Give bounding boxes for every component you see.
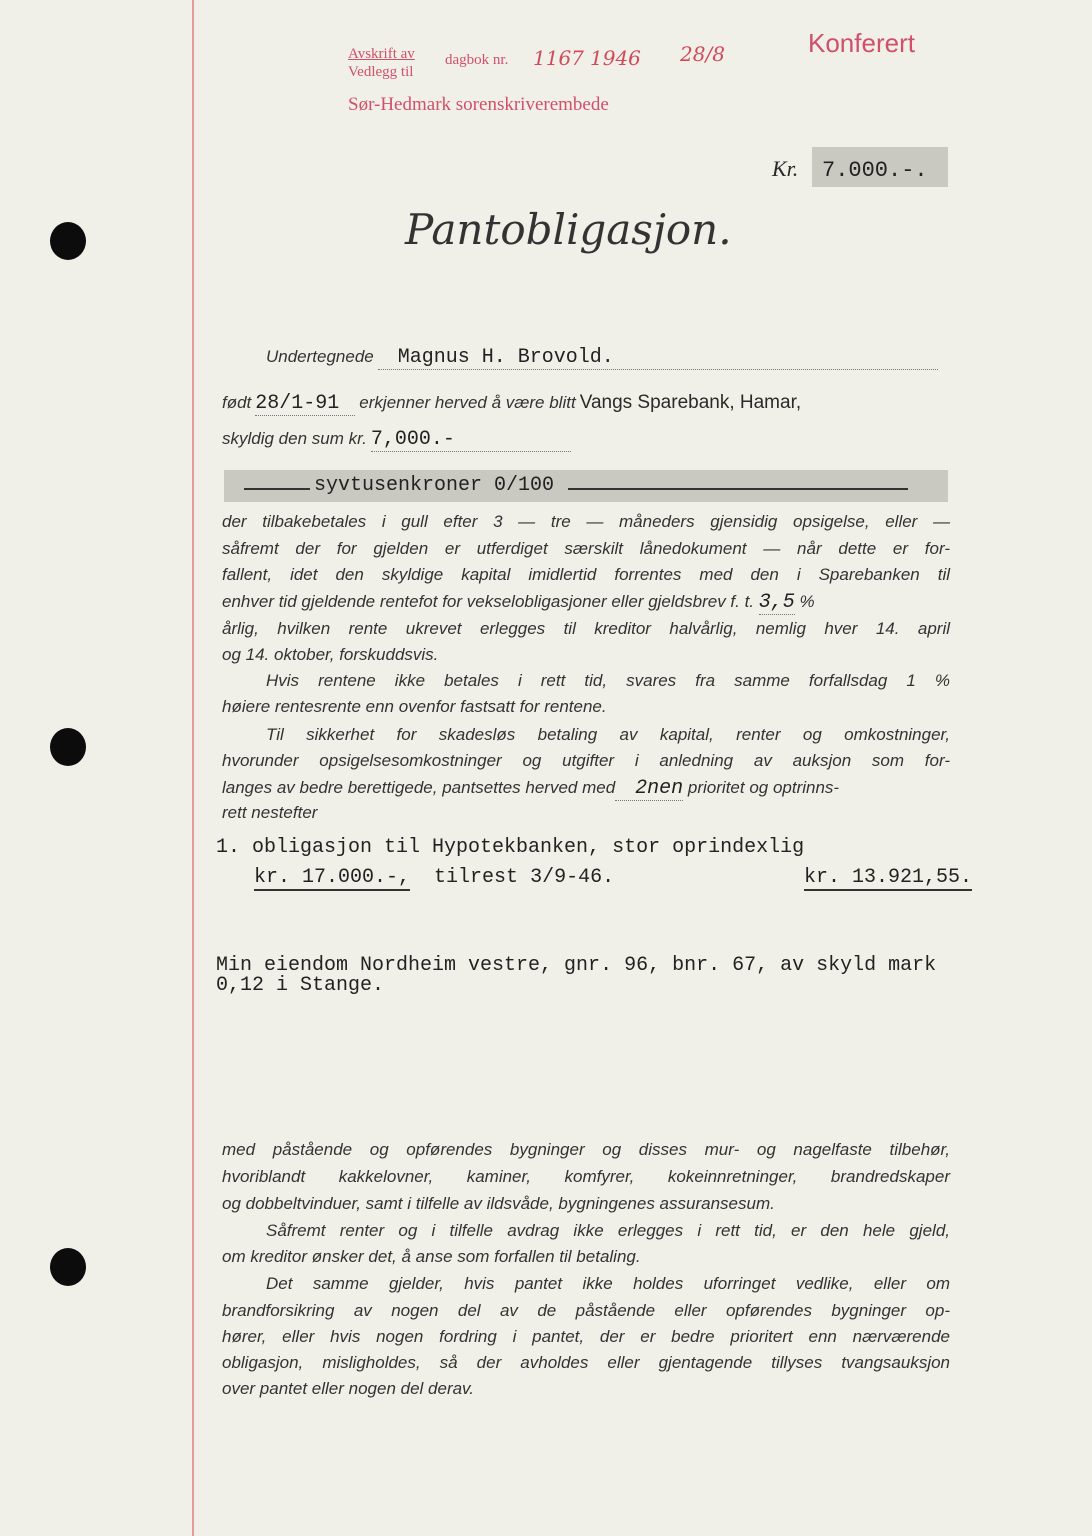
prior-lien-line: 1. obligasjon til Hypotekbanken, stor oprindexlig	[216, 836, 805, 859]
text-line: rett nestefter	[222, 803, 318, 822]
undertegnede-value: Magnus H. Brovold.	[378, 346, 938, 370]
text-line: brandforsikring av nogen del av de påstående eller opførendes bygninger op-	[222, 1301, 950, 1320]
prior-lien-tilrest: tilrest 3/9-46.	[434, 866, 615, 889]
erkjenner-text: erkjenner herved å være blitt	[359, 393, 576, 412]
text-line: Til sikkerhet for skadesløs betaling av kapital, renter og omkostninger,	[266, 725, 950, 744]
stamp-dagbok: dagbok nr.	[445, 52, 509, 68]
kr-label: Kr.	[772, 156, 799, 181]
punch-hole	[50, 728, 86, 766]
stamp-vedlegg: Vedlegg til	[348, 64, 414, 80]
sum-value: 7,000.-	[371, 428, 571, 452]
text-line: over pantet eller nogen del derav.	[222, 1379, 475, 1398]
fodt-value: 28/1-91	[255, 392, 355, 416]
punch-hole	[50, 222, 86, 260]
text-line: Såfremt renter og i tilfelle avdrag ikke erlegges i rett tid, er den hele gjeld,	[266, 1221, 950, 1240]
text-line: årlig, hvilken rente ukrevet erlegges til kreditor halvårlig, nemlig hver 14. april	[222, 619, 950, 638]
text-line: der tilbakebetales i gull efter 3 — tre — måneders gjensidig opsigelse, eller —	[222, 512, 950, 531]
text-line: enhver tid gjeldende rentefot for vekselobligasjoner eller gjeldsbrev f. t.	[222, 592, 755, 611]
text-line: hvorunder opsigelsesomkostninger og utgifter i anledning av auksjon som for-	[222, 751, 950, 770]
property-line: Min eiendom Nordheim vestre, gnr. 96, bnr. 67, av skyld mark	[216, 954, 937, 977]
stamp-avskrift: Avskrift av	[348, 46, 415, 62]
text-line: hvoriblandt kakkelovner, kaminer, komfyrer, kokeinnretninger, brandredskaper	[222, 1167, 950, 1186]
dagbok-date: 28/8	[680, 42, 725, 66]
undertegnede-label: Undertegnede	[266, 347, 374, 366]
dagbok-number: 1167	[533, 46, 584, 70]
priority-value: 2nen	[615, 777, 683, 801]
text-line: og dobbeltvinduer, samt i tilfelle av ildsvåde, bygningenes assuransesum.	[222, 1194, 775, 1213]
stamp-konferert: Konferert	[808, 28, 915, 58]
fodt-label: født	[222, 393, 252, 412]
text-line: og 14. oktober, forskuddsvis.	[222, 645, 439, 664]
creditor-name: Vangs Sparebank, Hamar,	[579, 392, 802, 413]
text-line: med påstående og opførendes bygninger og disses mur- og nagelfaste tilbehør,	[222, 1140, 950, 1159]
text-line: høiere rentesrente enn ovenfor fastsatt for rentene.	[222, 697, 607, 716]
text-line: prioritet og optrinns-	[687, 778, 840, 797]
text-line: om kreditor ønsker det, å anse som forfallen til betaling.	[222, 1247, 641, 1266]
percent-sign: %	[799, 592, 815, 611]
margin-line	[192, 0, 194, 1536]
stamp-office: Sør-Hedmark sorenskriverembede	[348, 94, 609, 115]
sum-in-words: syvtusenkroner 0/100	[314, 474, 555, 497]
text-line: langes av bedre berettigede, pantsettes herved med	[222, 778, 616, 797]
text-line: Det samme gjelder, hvis pantet ikke holdes uforringet vedlike, eller om	[266, 1274, 950, 1293]
interest-rate: 3,5	[758, 591, 795, 614]
document-title: Pantobligasjon.	[405, 205, 732, 254]
dagbok-year: 1946	[590, 46, 641, 70]
text-line: Hvis rentene ikke betales i rett tid, svares fra samme forfallsdag 1 %	[266, 671, 950, 690]
text-line: såfremt der for gjelden er utferdiget særskilt lånedokument — når dette er for-	[222, 539, 950, 558]
amount-box: 7.000.-.	[822, 158, 928, 183]
text-line: fallent, idet den skyldige kapital imidlertid forrentes med den i Sparebanken til	[222, 565, 950, 584]
skyldig-label: skyldig den sum kr.	[222, 429, 367, 448]
prior-lien-original: kr. 17.000.-,	[254, 866, 411, 889]
punch-hole	[50, 1248, 86, 1286]
property-line: 0,12 i Stange.	[216, 974, 385, 997]
text-line: obligasjon, misligholdes, så der avholdes eller gjentagende tillyses tvangsauksjon	[222, 1353, 950, 1372]
text-line: hører, eller hvis nogen fordring i pantet, der er bedre prioritert enn nærværende	[222, 1327, 950, 1346]
prior-lien-remaining: kr. 13.921,55.	[804, 866, 973, 889]
